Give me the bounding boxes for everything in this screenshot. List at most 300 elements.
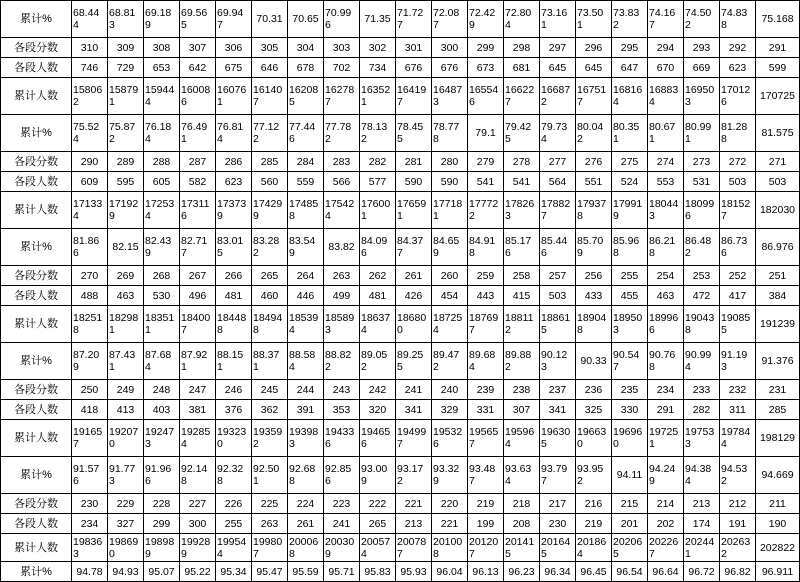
table-cell: 264 — [288, 266, 324, 286]
table-row — [1, 380, 800, 400]
table-cell: 304 — [288, 38, 324, 58]
table-cell: 16883 4 — [648, 78, 684, 115]
table-cell: 18251 8 — [72, 306, 108, 343]
table-cell: 16687 2 — [540, 78, 576, 115]
table-cell: 73.50 1 — [576, 1, 612, 38]
table-row — [1, 494, 800, 514]
table-cell: 92.68 8 — [288, 457, 324, 494]
table-cell: 19398 3 — [288, 420, 324, 457]
table-cell: 331 — [468, 400, 504, 420]
table-cell: 80.67 1 — [648, 115, 684, 152]
table-row — [1, 514, 800, 534]
table-cell: 551 — [576, 172, 612, 192]
table-cell: 233 — [684, 380, 720, 400]
table-cell: 623 — [720, 58, 756, 78]
table-cell: 252 — [720, 266, 756, 286]
table-cell: 94.24 9 — [648, 457, 684, 494]
table-cell: 16278 7 — [324, 78, 360, 115]
table-cell: 93.63 4 — [504, 457, 540, 494]
table-cell: 446 — [288, 286, 324, 306]
table-cell: 83.01 5 — [216, 229, 252, 266]
table-cell: 341 — [396, 400, 432, 420]
table-cell: 261 — [396, 266, 432, 286]
table-cell: 95.34 — [216, 562, 252, 582]
table-cell: 582 — [180, 172, 216, 192]
table-cell: 72.08 7 — [432, 1, 468, 38]
table-row — [1, 78, 800, 115]
table-cell: 20186 4 — [576, 534, 612, 562]
table-cell: 284 — [288, 152, 324, 172]
table-cell: 376 — [216, 400, 252, 420]
table-cell: 455 — [612, 286, 648, 306]
table-cell: 217 — [540, 494, 576, 514]
table-cell: 86.73 6 — [720, 229, 756, 266]
table-row — [1, 457, 800, 494]
table-cell: 16140 7 — [252, 78, 288, 115]
table-cell: 199 — [468, 514, 504, 534]
row-label: 各段人数 — [1, 172, 72, 192]
table-cell: 69.18 9 — [144, 1, 180, 38]
table-cell: 225 — [252, 494, 288, 514]
table-cell: 642 — [180, 58, 216, 78]
table-cell: 93.32 9 — [432, 457, 468, 494]
table-cell: 19433 6 — [324, 420, 360, 457]
table-cell: 77.44 6 — [288, 115, 324, 152]
table-cell: 202 — [648, 514, 684, 534]
table-cell: 577 — [360, 172, 396, 192]
table-cell: 17772 2 — [468, 192, 504, 229]
table-cell-last: 503 — [756, 172, 800, 192]
table-cell: 18539 4 — [288, 306, 324, 343]
table-cell: 553 — [648, 172, 684, 192]
table-cell: 89.47 2 — [432, 343, 468, 380]
table-cell-last: 231 — [756, 380, 800, 400]
table-cell: 269 — [108, 266, 144, 286]
table-cell: 241 — [396, 380, 432, 400]
table-cell: 213 — [684, 494, 720, 514]
table-cell: 277 — [540, 152, 576, 172]
table-cell: 222 — [360, 494, 396, 514]
table-cell: 17311 6 — [180, 192, 216, 229]
table-cell: 92.32 8 — [216, 457, 252, 494]
table-cell: 285 — [252, 152, 288, 172]
table-row — [1, 400, 800, 420]
table-cell: 83.82 — [324, 229, 360, 266]
table-cell: 75.52 4 — [72, 115, 108, 152]
table-cell: 93.00 9 — [360, 457, 396, 494]
table-cell: 90.76 8 — [648, 343, 684, 380]
table-cell: 19165 7 — [72, 420, 108, 457]
table-cell-last: 182030 — [756, 192, 800, 229]
table-cell: 460 — [252, 286, 288, 306]
table-cell: 301 — [396, 38, 432, 58]
table-cell: 223 — [324, 494, 360, 514]
table-cell: 89.88 2 — [504, 343, 540, 380]
row-label: 累计人数 — [1, 534, 72, 562]
table-cell: 87.43 1 — [108, 343, 144, 380]
table-cell: 15806 2 — [72, 78, 108, 115]
table-cell: 16008 6 — [180, 78, 216, 115]
table-cell: 78.77 8 — [432, 115, 468, 152]
table-cell: 81.28 8 — [720, 115, 756, 152]
table-cell: 94.93 — [108, 562, 144, 582]
row-label: 累计人数 — [1, 306, 72, 343]
table-cell: 16554 6 — [468, 78, 504, 115]
table-cell: 87.68 4 — [144, 343, 180, 380]
table-cell: 17991 9 — [612, 192, 648, 229]
table-cell: 19836 3 — [72, 534, 108, 562]
table-cell: 245 — [252, 380, 288, 400]
table-cell: 307 — [180, 38, 216, 58]
table-cell: 19247 3 — [144, 420, 180, 457]
table-cell: 219 — [468, 494, 504, 514]
table-cell: 309 — [108, 38, 144, 58]
table-cell: 18904 8 — [576, 306, 612, 343]
table-cell: 275 — [612, 152, 648, 172]
table-cell: 653 — [144, 58, 180, 78]
table-cell: 20120 7 — [468, 534, 504, 562]
table-cell: 19465 6 — [360, 420, 396, 457]
table-cell: 268 — [144, 266, 180, 286]
table-row — [1, 115, 800, 152]
table-cell: 95.93 — [396, 562, 432, 582]
table-cell: 325 — [576, 400, 612, 420]
table-cell: 307 — [504, 400, 540, 420]
table-cell: 89.25 5 — [396, 343, 432, 380]
table-cell-last: 291 — [756, 38, 800, 58]
table-cell-last: 599 — [756, 58, 800, 78]
table-cell-last: 251 — [756, 266, 800, 286]
table-cell: 560 — [252, 172, 288, 192]
table-cell: 221 — [432, 514, 468, 534]
row-label: 累计人数 — [1, 78, 72, 115]
table-cell-last: 190 — [756, 514, 800, 534]
table-cell: 71.72 7 — [396, 1, 432, 38]
table-cell: 213 — [396, 514, 432, 534]
table-cell: 300 — [180, 514, 216, 534]
table-cell: 82.71 7 — [180, 229, 216, 266]
row-label: 累计% — [1, 457, 72, 494]
table-cell: 18811 2 — [504, 306, 540, 343]
table-cell: 261 — [288, 514, 324, 534]
table-cell: 93.48 7 — [468, 457, 504, 494]
table-cell: 310 — [72, 38, 108, 58]
table-cell: 17826 3 — [504, 192, 540, 229]
table-cell: 19085 5 — [720, 306, 756, 343]
table-cell: 287 — [180, 152, 216, 172]
table-cell: 17718 1 — [432, 192, 468, 229]
table-cell: 645 — [540, 58, 576, 78]
table-cell: 503 — [720, 172, 756, 192]
table-cell: 256 — [576, 266, 612, 286]
table-cell: 244 — [288, 380, 324, 400]
table-cell: 90.99 4 — [684, 343, 720, 380]
table-cell: 308 — [144, 38, 180, 58]
table-cell: 243 — [324, 380, 360, 400]
table-cell: 239 — [468, 380, 504, 400]
table-cell: 18099 6 — [684, 192, 720, 229]
table-cell: 96.54 — [612, 562, 648, 582]
table-cell-last: 75.168 — [756, 1, 800, 38]
table-cell: 297 — [540, 38, 576, 58]
table-cell: 18725 4 — [432, 306, 468, 343]
table-cell: 247 — [180, 380, 216, 400]
table-cell: 17882 7 — [540, 192, 576, 229]
table-cell: 676 — [396, 58, 432, 78]
table-cell: 609 — [72, 172, 108, 192]
table-cell: 76.18 4 — [144, 115, 180, 152]
table-cell: 68.81 3 — [108, 1, 144, 38]
table-cell: 646 — [252, 58, 288, 78]
table-cell: 84.91 8 — [468, 229, 504, 266]
table-cell: 95.71 — [324, 562, 360, 582]
table-cell: 224 — [288, 494, 324, 514]
table-cell: 341 — [540, 400, 576, 420]
table-cell: 234 — [72, 514, 108, 534]
table-row — [1, 1, 800, 38]
table-cell: 15879 1 — [108, 78, 144, 115]
table-cell: 69.94 7 — [216, 1, 252, 38]
table-cell: 249 — [108, 380, 144, 400]
table-cell: 73.16 1 — [540, 1, 576, 38]
row-label: 累计% — [1, 1, 72, 38]
table-cell: 274 — [648, 152, 684, 172]
table-cell: 16419 7 — [396, 78, 432, 115]
table-cell: 305 — [252, 38, 288, 58]
table-cell: 19630 5 — [540, 420, 576, 457]
table-cell: 746 — [72, 58, 108, 78]
table-cell: 463 — [648, 286, 684, 306]
table-cell: 76.81 4 — [216, 115, 252, 152]
table-cell: 18637 4 — [360, 306, 396, 343]
table-cell: 488 — [72, 286, 108, 306]
table-cell: 95.22 — [180, 562, 216, 582]
table-cell: 18298 1 — [108, 306, 144, 343]
table-cell: 454 — [432, 286, 468, 306]
table-cell: 678 — [288, 58, 324, 78]
table-cell: 481 — [360, 286, 396, 306]
table-cell: 94.78 — [72, 562, 108, 582]
table-row — [1, 266, 800, 286]
table-cell: 259 — [468, 266, 504, 286]
table-cell: 230 — [72, 494, 108, 514]
table-cell: 590 — [432, 172, 468, 192]
table-cell: 327 — [108, 514, 144, 534]
table-cell: 16487 3 — [432, 78, 468, 115]
table-cell: 681 — [504, 58, 540, 78]
table-cell: 83.28 2 — [252, 229, 288, 266]
table-cell: 282 — [684, 400, 720, 420]
table-cell-last: 285 — [756, 400, 800, 420]
table-cell: 95.83 — [360, 562, 396, 582]
row-label: 累计人数 — [1, 192, 72, 229]
table-cell: 19753 3 — [684, 420, 720, 457]
table-cell: 77.78 2 — [324, 115, 360, 152]
table-cell: 293 — [684, 38, 720, 58]
table-cell: 472 — [684, 286, 720, 306]
table-cell: 92.85 6 — [324, 457, 360, 494]
table-row — [1, 172, 800, 192]
table-cell: 72.80 4 — [504, 1, 540, 38]
table-cell: 296 — [576, 38, 612, 58]
table-cell: 68.44 4 — [72, 1, 108, 38]
table-cell: 234 — [648, 380, 684, 400]
table-cell: 95.59 — [288, 562, 324, 582]
table-cell: 85.96 8 — [612, 229, 648, 266]
table-cell: 391 — [288, 400, 324, 420]
table-cell: 257 — [540, 266, 576, 286]
table-cell: 74.50 2 — [684, 1, 720, 38]
table-cell: 96.72 — [684, 562, 720, 582]
table-cell: 221 — [396, 494, 432, 514]
table-cell: 415 — [504, 286, 540, 306]
table-cell: 19980 7 — [252, 534, 288, 562]
table-cell: 17012 6 — [720, 78, 756, 115]
table-cell: 90.12 3 — [540, 343, 576, 380]
table-row — [1, 420, 800, 457]
table-cell: 96.82 — [720, 562, 756, 582]
table-cell: 91.57 6 — [72, 457, 108, 494]
table-cell: 499 — [324, 286, 360, 306]
table-row — [1, 562, 800, 582]
table-cell: 219 — [576, 514, 612, 534]
table-cell-last: 94.669 — [756, 457, 800, 494]
table-cell: 228 — [144, 494, 180, 514]
table-cell: 248 — [144, 380, 180, 400]
table-cell: 291 — [648, 400, 684, 420]
table-cell: 283 — [324, 152, 360, 172]
table-cell: 17429 9 — [252, 192, 288, 229]
row-label: 累计% — [1, 343, 72, 380]
table-cell: 605 — [144, 172, 180, 192]
table-cell: 16816 4 — [612, 78, 648, 115]
table-cell: 734 — [360, 58, 396, 78]
table-cell: 670 — [648, 58, 684, 78]
table-cell: 236 — [576, 380, 612, 400]
table-cell: 16622 7 — [504, 78, 540, 115]
table-cell: 417 — [720, 286, 756, 306]
table-cell: 311 — [720, 400, 756, 420]
table-cell-last: 384 — [756, 286, 800, 306]
table-cell: 303 — [324, 38, 360, 58]
table-cell: 289 — [108, 152, 144, 172]
table-cell: 673 — [468, 58, 504, 78]
table-cell: 96.04 — [432, 562, 468, 582]
table-cell: 70.31 — [252, 1, 288, 38]
table-cell: 302 — [360, 38, 396, 58]
row-label: 累计% — [1, 115, 72, 152]
table-cell: 79.42 5 — [504, 115, 540, 152]
table-cell: 89.05 2 — [360, 343, 396, 380]
table-cell: 71.35 — [360, 1, 396, 38]
table-cell: 95.07 — [144, 562, 180, 582]
table-cell: 20141 5 — [504, 534, 540, 562]
table-cell: 433 — [576, 286, 612, 306]
table-cell-last: 191239 — [756, 306, 800, 343]
table-cell: 18494 8 — [252, 306, 288, 343]
table-cell: 16352 1 — [360, 78, 396, 115]
table-cell: 17485 8 — [288, 192, 324, 229]
table-cell: 91.77 3 — [108, 457, 144, 494]
table-cell: 669 — [684, 58, 720, 78]
table-cell: 16751 7 — [576, 78, 612, 115]
table-cell: 255 — [216, 514, 252, 534]
row-label: 各段分数 — [1, 494, 72, 514]
table-cell: 15944 4 — [144, 78, 180, 115]
table-cell: 299 — [144, 514, 180, 534]
table-cell: 17937 8 — [576, 192, 612, 229]
table-cell: 82.43 9 — [144, 229, 180, 266]
table-cell: 84.09 6 — [360, 229, 396, 266]
table-cell: 201 — [612, 514, 648, 534]
row-label: 各段分数 — [1, 380, 72, 400]
table-cell: 18351 1 — [144, 306, 180, 343]
table-cell: 91.96 6 — [144, 457, 180, 494]
table-cell: 19725 1 — [648, 420, 684, 457]
table-cell: 381 — [180, 400, 216, 420]
row-label: 各段人数 — [1, 400, 72, 420]
table-cell-last: 211 — [756, 494, 800, 514]
table-cell: 17192 9 — [108, 192, 144, 229]
table-cell: 18589 3 — [324, 306, 360, 343]
table-cell: 19696 0 — [612, 420, 648, 457]
table-cell: 78.13 2 — [360, 115, 396, 152]
table-cell: 94.11 — [612, 457, 648, 494]
table-cell: 481 — [216, 286, 252, 306]
table-cell: 541 — [468, 172, 504, 192]
table-cell: 255 — [612, 266, 648, 286]
table-cell: 80.04 2 — [576, 115, 612, 152]
table-cell: 174 — [684, 514, 720, 534]
row-label: 各段人数 — [1, 58, 72, 78]
table-cell: 226 — [216, 494, 252, 514]
table-cell: 216 — [576, 494, 612, 514]
table-cell: 19043 8 — [684, 306, 720, 343]
table-cell: 227 — [180, 494, 216, 514]
table-cell: 299 — [468, 38, 504, 58]
table-cell: 75.87 2 — [108, 115, 144, 152]
table-cell: 19359 2 — [252, 420, 288, 457]
table-cell: 19784 4 — [720, 420, 756, 457]
table-cell: 20057 4 — [360, 534, 396, 562]
table-cell: 89.68 4 — [468, 343, 504, 380]
table-cell: 253 — [684, 266, 720, 286]
table-cell: 16950 3 — [684, 78, 720, 115]
table-cell: 20263 2 — [720, 534, 756, 562]
table-cell: 79.73 4 — [540, 115, 576, 152]
table-cell: 19207 0 — [108, 420, 144, 457]
table-cell: 647 — [612, 58, 648, 78]
table-cell: 418 — [72, 400, 108, 420]
table-cell: 88.82 2 — [324, 343, 360, 380]
table-cell: 92.14 8 — [180, 457, 216, 494]
table-cell: 86.21 8 — [648, 229, 684, 266]
table-cell: 93.17 2 — [396, 457, 432, 494]
table-row — [1, 152, 800, 172]
table-cell: 18044 3 — [648, 192, 684, 229]
table-cell-last: 202822 — [756, 534, 800, 562]
table-cell: 266 — [216, 266, 252, 286]
table-cell: 86.48 2 — [684, 229, 720, 266]
table-cell: 74.16 7 — [648, 1, 684, 38]
table-cell: 93.95 2 — [576, 457, 612, 494]
table-cell: 79.1 — [468, 115, 504, 152]
table-cell: 90.33 — [576, 343, 612, 380]
table-cell: 503 — [540, 286, 576, 306]
table-cell: 250 — [72, 380, 108, 400]
table-cell: 329 — [432, 400, 468, 420]
table-cell: 280 — [432, 152, 468, 172]
